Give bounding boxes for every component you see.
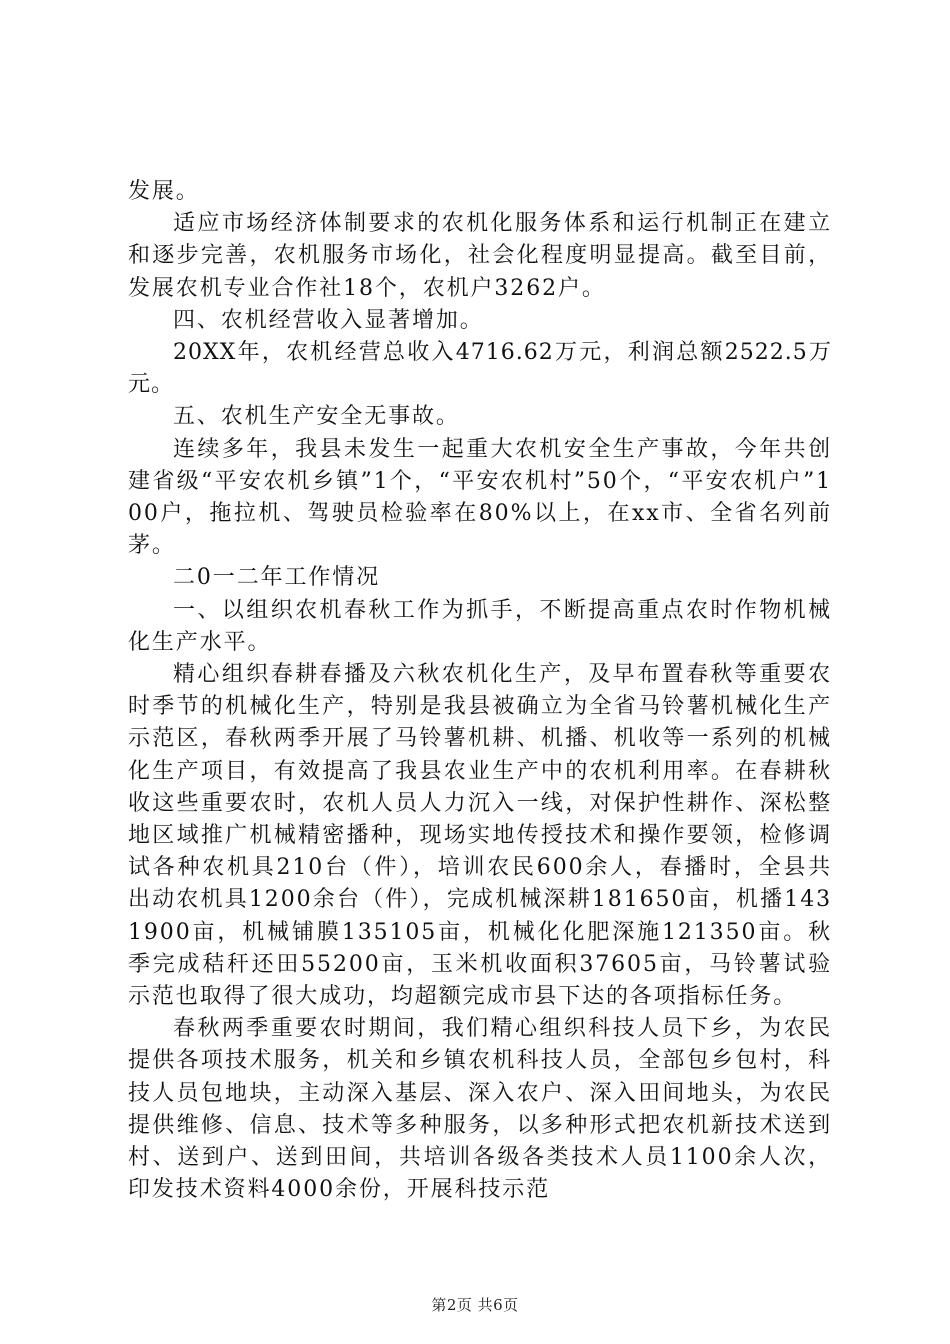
paragraph-continuation: 发展。 bbox=[128, 179, 200, 204]
heading-2012-work: 二0一二年工作情况 bbox=[173, 565, 381, 591]
heading-income-increase: 四、农机经营收入显著增加。 bbox=[173, 307, 484, 333]
page-footer: 第2页 共6页 bbox=[431, 1296, 519, 1314]
paragraph-safety-record: 连续多年，我县未发生一起重大农机安全生产事故，今年共创建省级“平安农机乡镇”1个，“平安农机村”50个，“平安农机户”100户，拖拉机、驾驶员检验率在80%以上，在xx市、全省名列前茅。 bbox=[128, 436, 832, 559]
paragraph-service-system: 适应市场经济体制要求的农机化服务体系和运行机制正在建立和逐步完善，农机服务市场化，社会化程度明显提高。截至目前，发展农机专业合作社18个，农机户3262户。 bbox=[128, 211, 832, 301]
document-body bbox=[128, 176, 832, 1207]
paragraph-technical-services: 春秋两季重要农时期间，我们精心组织科技人员下乡，为农民提供各项技术服务，机关和乡镇农机科技人员，全部包乡包村，科技人员包地块，主动深入基层、深入农户、深入田间地头，为农民提供维修、信息、技术等多种服务，以多种形式把农机新技术送到村、送到户、送到田间，共培训各级各类技术人员1100余人次，印发技术资料4000余份，开展科技示范 bbox=[128, 1016, 832, 1203]
paragraph-mechanized-production: 精心组织春耕春播及六秋农机化生产，及早布置春秋等重要农时季节的机械化生产，特别是我县被确立为全省马铃薯机械化生产示范区，春秋两季开展了马铃薯机耕、机播、机收等一系列的机械化生产项目，有效提高了我县农业生产中的农机利用率。在春耕秋收这些重要农时，农机人员人力沉入一线，对保护性耕作、深松整地区域推广机械精密播种，现场实地传授技术和操作要领，检修调试各种农机具210台（件），培训农民600余人，春播时，全县共出动农机具1200余台（件），完成机械深耕181650亩，机播1431900亩，机械铺膜135105亩，机械化化肥深施121350亩。秋季完成秸秆还田55200亩，玉米机收面积37605亩，马铃薯试验示范也取得了很大成功，均超额完成市县下达的各项指标任务。 bbox=[128, 662, 832, 1010]
heading-safety: 五、农机生产安全无事故。 bbox=[173, 404, 460, 430]
heading-spring-autumn-work: 一、以组织农机春秋工作为抓手，不断提高重点农时作物机械化生产水平。 bbox=[128, 597, 832, 655]
paragraph-income-figures: 20XX年，农机经营总收入4716.62万元，利润总额2522.5万元。 bbox=[128, 340, 832, 398]
